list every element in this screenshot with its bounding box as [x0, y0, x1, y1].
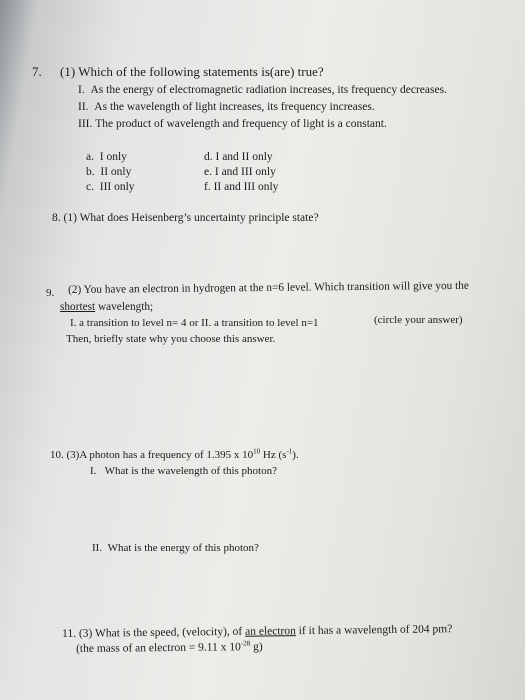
statement-text: As the energy of electromagnetic radiation increases, its frequency decreases. — [90, 84, 447, 96]
q10-part-2 — [92, 541, 259, 556]
option-text: I and II only — [215, 151, 273, 163]
q9-shortest: shortest — [60, 301, 96, 313]
option-letter: d. — [204, 151, 213, 163]
q10-end: ). — [292, 449, 299, 461]
q10-text: 10. (3)A photon has a frequency of 1.395 x 10 — [50, 449, 254, 461]
q9-line-3: I. a transition to level n= 4 or II. a transition to level n=1 — [70, 317, 319, 329]
q11-line-2 — [76, 640, 263, 657]
part-text: What is the energy of this photon? — [107, 542, 259, 554]
option-letter: e. — [204, 166, 212, 178]
q9-number: 9. — [46, 287, 55, 299]
option-letter: b. — [86, 166, 95, 178]
q10-part-1 — [90, 464, 277, 479]
q9-wavelength: wavelength; — [95, 301, 154, 313]
q7-option-b — [86, 165, 131, 180]
q7-question — [60, 64, 324, 79]
q11-line-1 — [62, 622, 452, 642]
q8-text: 8. (1) What does Heisenberg’s uncertainty principle state? — [52, 212, 319, 224]
part-text: What is the wavelength of this photon? — [104, 465, 277, 477]
statement-num: III. — [78, 118, 93, 130]
part-num: II. — [92, 542, 103, 554]
q10-exponent: 10 — [253, 447, 261, 456]
q7-points: (1) — [60, 64, 76, 79]
option-letter: a. — [86, 151, 94, 163]
q7-question-text: Which of the following statements is(are) true? — [78, 64, 324, 79]
q7-option-c — [86, 180, 135, 195]
statement-num: II. — [78, 101, 89, 113]
q10-line-1 — [50, 448, 299, 463]
q7-option-a — [86, 150, 127, 165]
q9-line-4: Then, briefly state why you choose this answer. — [66, 333, 276, 345]
q11-text: 11. (3) What is the speed, (velocity), of — [62, 625, 246, 640]
q7-number: 7. — [32, 64, 42, 79]
q10-unit: Hz (s — [260, 449, 287, 461]
q10-exponent-2: -1 — [286, 447, 293, 456]
part-num: I. — [90, 465, 97, 477]
q11-text-end: if it has a wavelength of 204 pm? — [295, 623, 453, 638]
option-text: II and III only — [213, 181, 279, 193]
q11-mass-unit: g) — [250, 641, 263, 654]
option-text: I only — [99, 151, 127, 163]
statement-num: I. — [78, 84, 85, 96]
q9-circle-note: (circle your answer) — [374, 314, 463, 326]
q9-line-2 — [60, 300, 153, 315]
q9-line-1: (2) You have an electron in hydrogen at the n=6 level. Which transition will give you the — [68, 279, 469, 296]
q7-option-d — [204, 150, 273, 165]
q11-mass: (the mass of an electron = 9.11 x 10 — [76, 641, 241, 655]
statement-text: As the wavelength of light increases, its frequency increases. — [94, 101, 375, 113]
statement-text: The product of wavelength and frequency of light is a constant. — [95, 118, 387, 130]
q11-mass-exponent: -28 — [240, 639, 251, 648]
option-text: II only — [100, 166, 132, 178]
q11-underlined: an electron — [244, 625, 296, 638]
q7-statement-3 — [78, 117, 387, 132]
q7-statement-1 — [78, 83, 447, 98]
option-letter: c. — [86, 181, 94, 193]
option-text: I and III only — [214, 166, 276, 178]
q7-statement-2 — [78, 100, 375, 115]
option-text: III only — [99, 181, 135, 193]
q7-option-f — [204, 180, 278, 195]
option-letter: f. — [204, 181, 211, 193]
q7-option-e — [204, 165, 276, 180]
